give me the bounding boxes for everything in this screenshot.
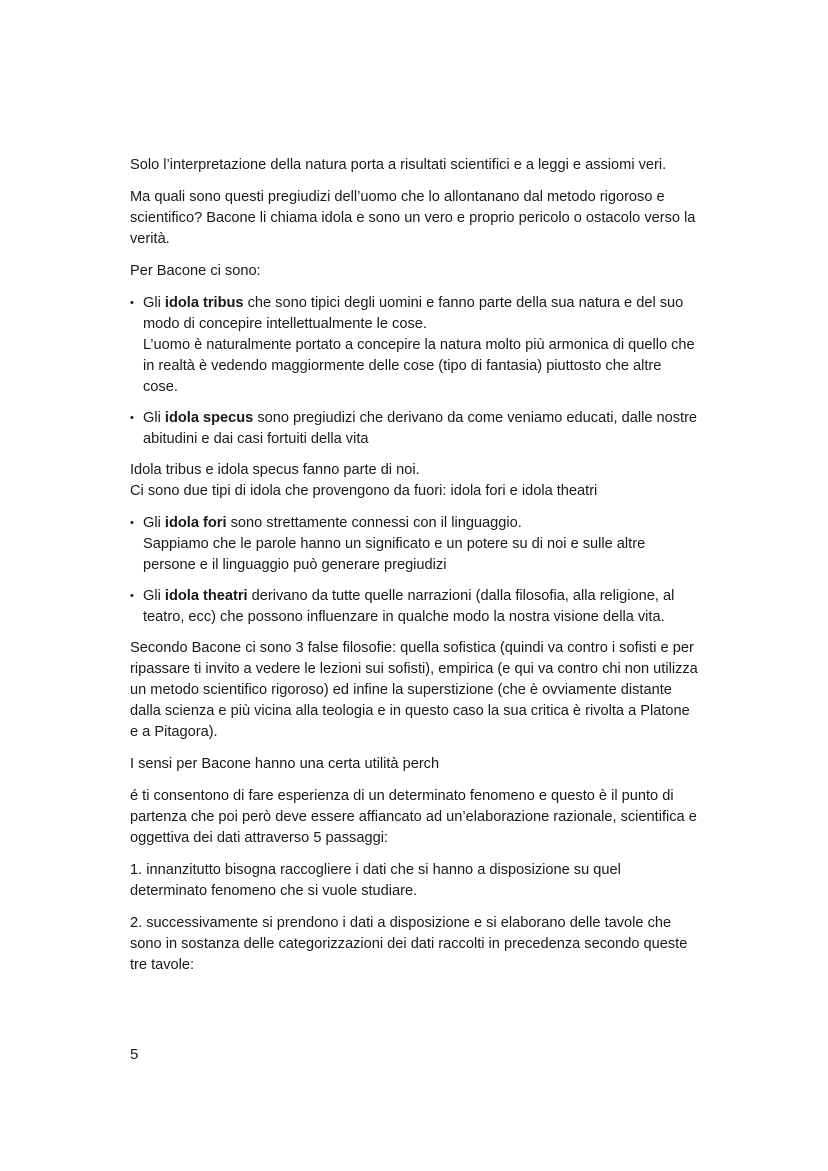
line-internal-idola: Idola tribus e idola specus fanno parte di noi. <box>130 462 420 478</box>
page-number: 5 <box>130 1046 139 1063</box>
item-term: idola specus <box>164 410 254 426</box>
paragraph-false-philosophies: Secondo Bacone ci sono 3 false filosofie: quella sofistica (quindi va contro i sofisti e per ripassare ti invito a vedere le lezioni sui sofisti), empirica (e qui va contro chi non utilizza un metodo scientifico rigoroso) ed infine la superstizione (che è ovviamente distante dalla scienza e più vicina alla teologia e in questo caso la sua critica è rivolta a Platone e a Pitagora). <box>130 640 698 740</box>
paragraph-senses: I sensi per Bacone hanno una certa utilità perch <box>130 756 440 772</box>
paragraph-step-2: 2. successivamente si prendono i dati a disposizione e si elaborano delle tavole che sono in sostanza delle categorizzazioni dei dati raccolti in precedenza secondo queste tre tavole: <box>130 915 688 973</box>
list-item-idola-theatri <box>130 586 698 628</box>
list-item-idola-fori <box>130 513 698 576</box>
paragraph-experience: é ti consentono di fare esperienza di un determinato fenomeno e questo è il punto di partenza che poi però deve essere affiancato ad un’elaborazione razionale, scientifica e oggettiva dei dati attraverso 5 passaggi: <box>130 788 697 846</box>
item-prefix: Gli <box>143 410 165 426</box>
page-content <box>130 155 698 987</box>
item-term: idola theatri <box>164 588 248 604</box>
item-prefix: Gli <box>143 295 165 311</box>
bullet-icon: • <box>130 517 134 529</box>
item-text: sono strettamente connessi con il linguaggio. <box>226 515 522 531</box>
paragraph-prejudices: Ma quali sono questi pregiudizi dell’uomo che lo allontanano dal metodo rigoroso e scientifico? Bacone li chiama idola e sono un vero e proprio pericolo o ostacolo verso la verità. <box>130 189 696 247</box>
item-prefix: Gli <box>143 588 165 604</box>
list-item-idola-specus <box>130 408 698 450</box>
item-text: sono pregiudizi che derivano da come veniamo educati, dalle nostre abitudini e dai casi fortuiti della vita <box>143 410 698 447</box>
line-external-idola: Ci sono due tipi di idola che provengono da fuori: idola fori e idola theatri <box>130 483 598 499</box>
item-extra: L’uomo è naturalmente portato a concepire la natura molto più armonica di quello che in realtà è vedendo maggiormente delle cose (tipo di fantasia) piuttosto che altre cose. <box>143 337 695 395</box>
item-text: che sono tipici degli uomini e fanno parte della sua natura e del suo modo di concepire intellettualmente le cose. <box>143 295 684 332</box>
bullet-icon: • <box>130 297 134 309</box>
paragraph-idola-types <box>130 460 698 502</box>
bullet-icon: • <box>130 590 134 602</box>
list-item-idola-tribus <box>130 293 698 398</box>
idola-external-list <box>130 513 698 628</box>
item-term: idola fori <box>164 515 227 531</box>
item-text: derivano da tutte quelle narrazioni (dalla filosofia, alla religione, al teatro, ecc) che possono influenzare in qualche modo la nostra visione della vita. <box>143 588 675 625</box>
item-prefix: Gli <box>143 515 165 531</box>
idola-internal-list <box>130 293 698 450</box>
paragraph-bacon-list-intro: Per Bacone ci sono: <box>130 263 261 279</box>
paragraph-step-1: 1. innanzitutto bisogna raccogliere i dati che si hanno a disposizione su quel determinato fenomeno che si vuole studiare. <box>130 862 621 899</box>
item-term: idola tribus <box>164 295 244 311</box>
bullet-icon: • <box>130 412 134 424</box>
item-extra: Sappiamo che le parole hanno un significato e un potere su di noi e sulle altre persone e il linguaggio può generare pregiudizi <box>143 536 646 573</box>
paragraph-interpretation: Solo l’interpretazione della natura porta a risultati scientifici e a leggi e assiomi veri. <box>130 157 667 173</box>
